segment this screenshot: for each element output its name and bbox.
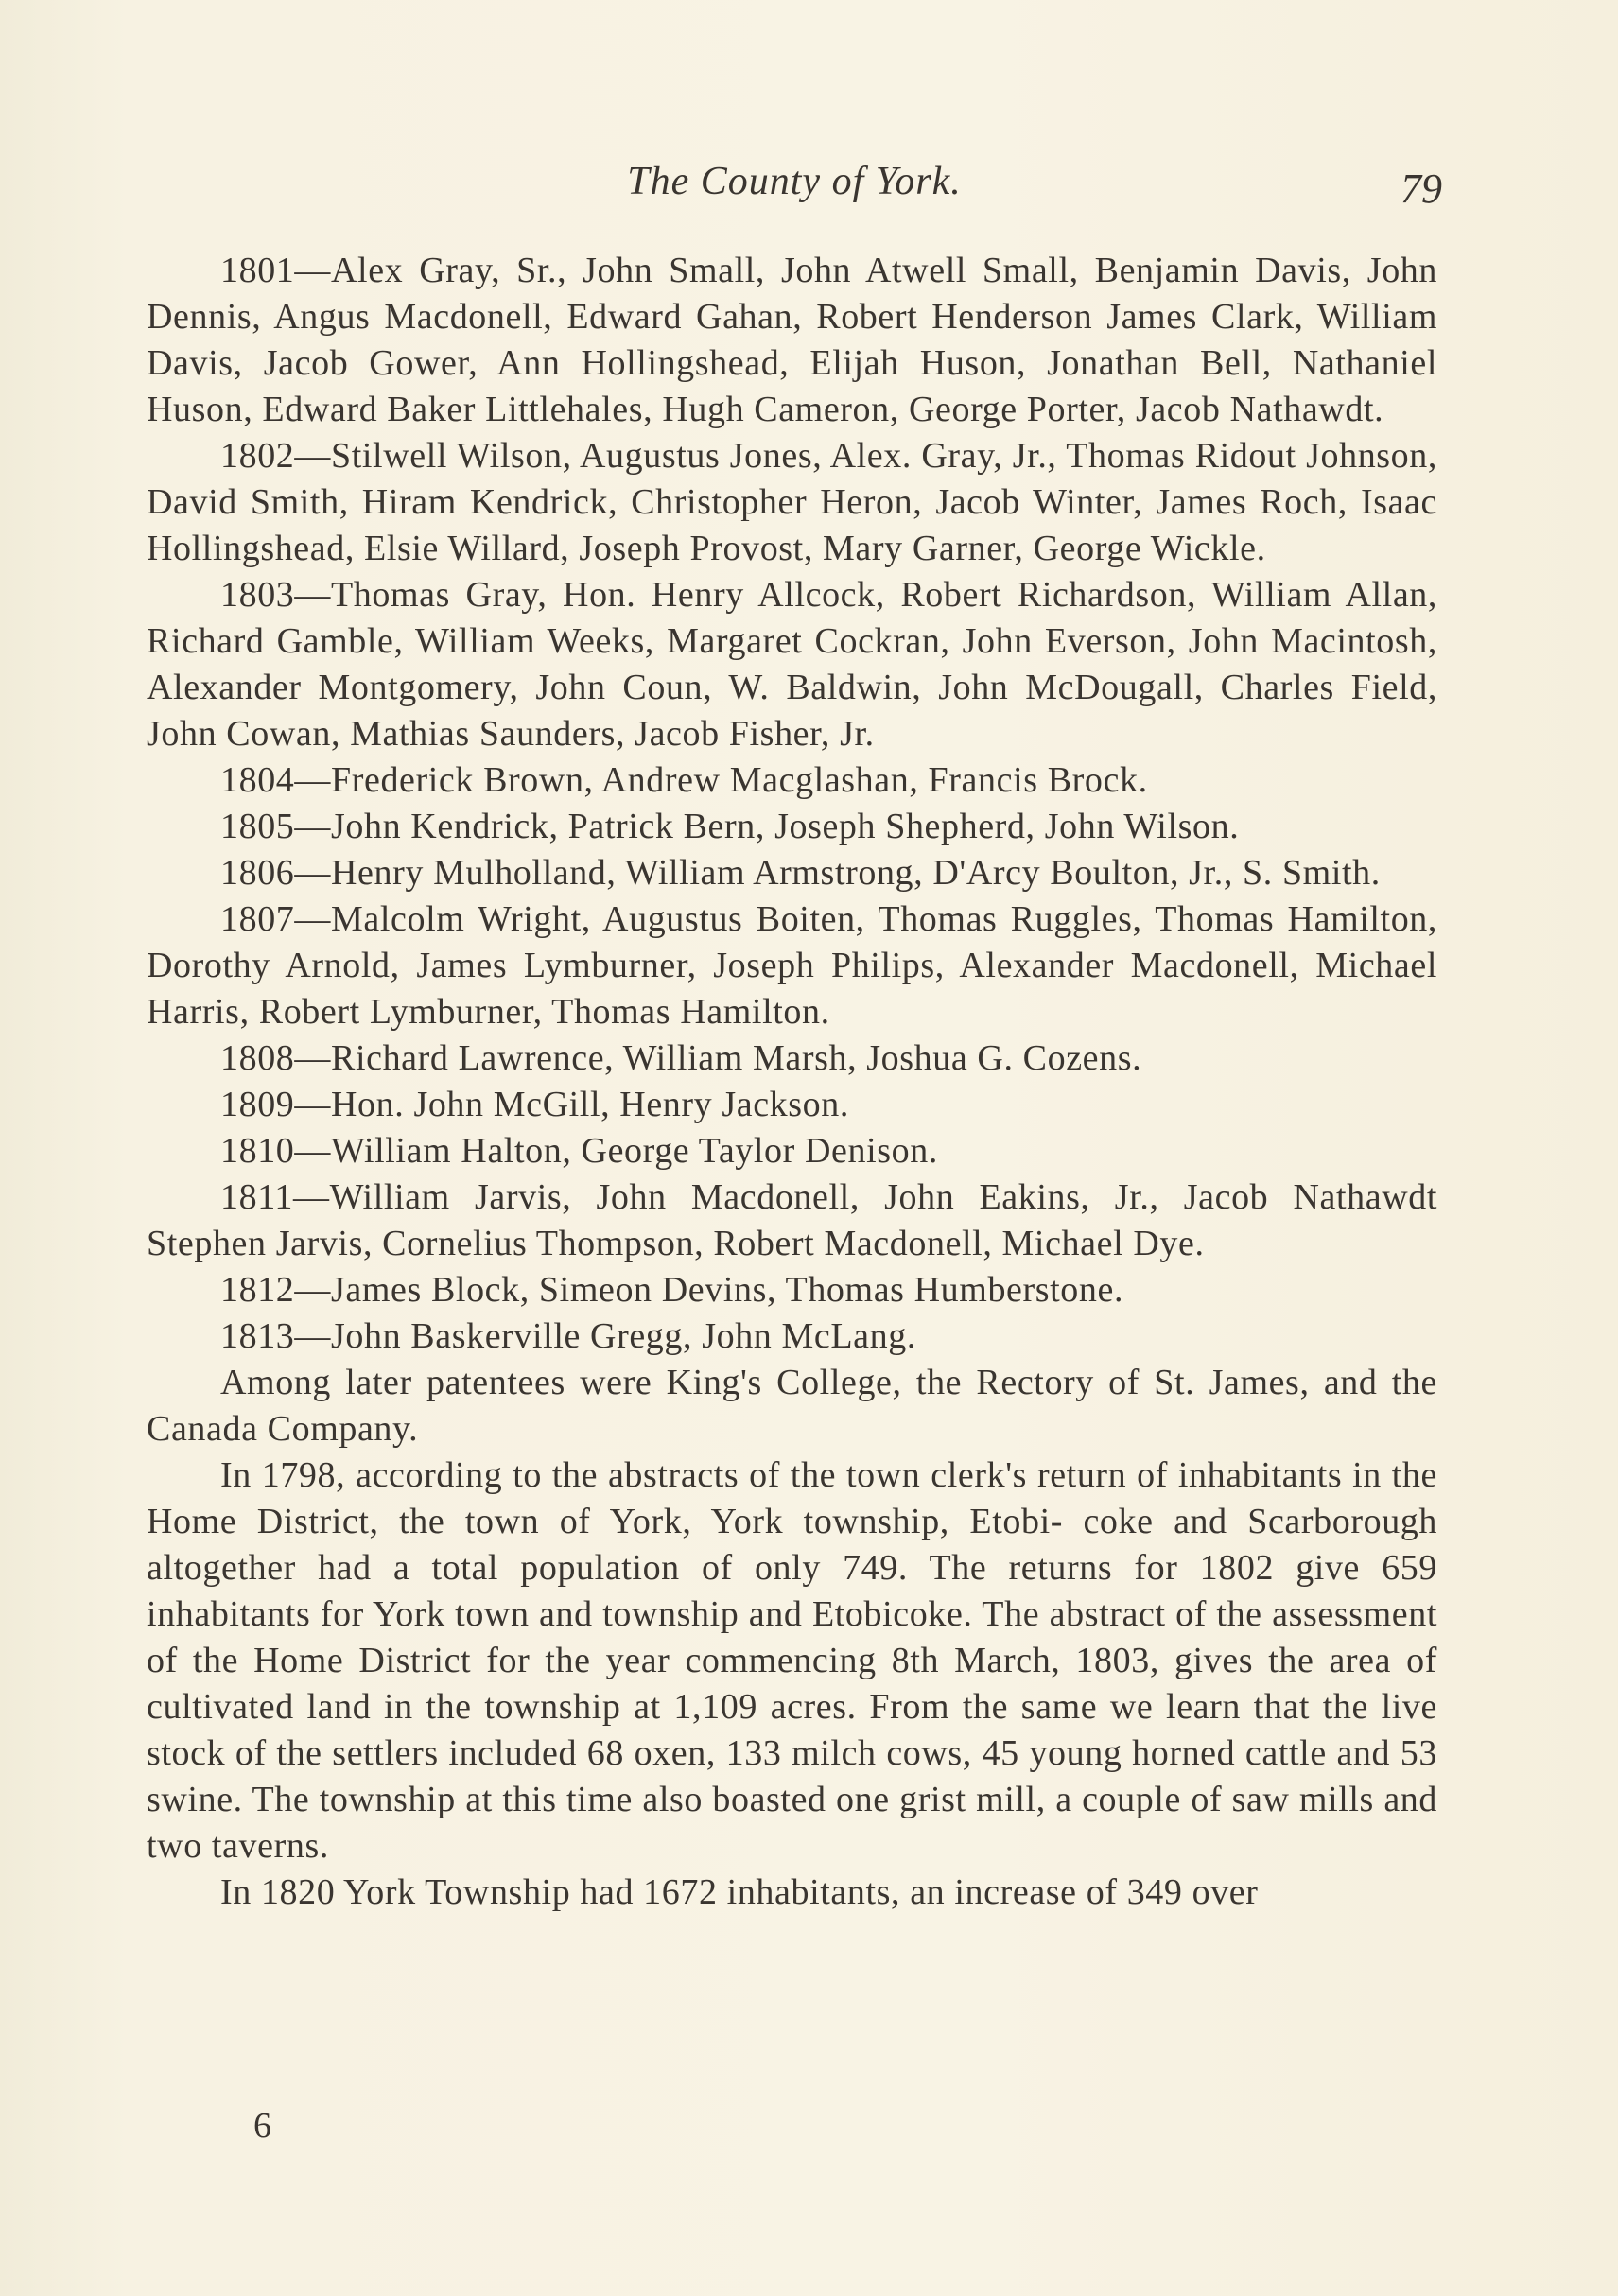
paragraph-population-1798: In 1798, according to the abstracts of the town clerk's return of inhabitants in the Home District, the town of York, York township, Etobi- coke and Scarborough altogether had a total population of only 749. The returns for 1802 give 659 inhabitants for York town and township and Etobicoke. The abstract of the assessment of the Home District for the year commencing 8th March, 1803, gives the area of cultivated land in the township at 1,109 acres. From the same we learn that the live stock of the settlers included 68 oxen, 133 milch cows, 45 young horned cattle and 53 swine. The township at this time also boasted one grist mill, a couple of saw mills and two taverns. — [147, 1455, 1437, 1866]
paragraph-1802: 1802—Stilwell Wilson, Augustus Jones, Alex. Gray, Jr., Thomas Ridout Johnson, David Smith, Hiram Kendrick, Christopher Heron, Jacob Winter, James Roch, Isaac Hollingshead, Elsie Willard, Joseph Provost, Mary Garner, George Wickle. — [147, 436, 1437, 568]
paragraph-1801: 1801—Alex Gray, Sr., John Small, John Atwell Small, Benjamin Davis, John Dennis, Angus Macdonell, Edward Gahan, Robert Henderson James Clark, William Davis, Jacob Gower, Ann Hollingshead, Elijah Huson, Jonathan Bell, Nathaniel Huson, Edward Baker Littlehales, Hugh Cameron, George Porter, Jacob Nathawdt. — [147, 251, 1437, 429]
paragraph-1805: 1805—John Kendrick, Patrick Bern, Joseph Shepherd, John Wilson. — [220, 807, 1240, 846]
paragraph-1812: 1812—James Block, Simeon Devins, Thomas Humberstone. — [220, 1270, 1124, 1310]
paragraph-1806: 1806—Henry Mulholland, William Armstrong, D'Arcy Boulton, Jr., S. Smith. — [220, 853, 1381, 893]
paragraph-1808: 1808—Richard Lawrence, William Marsh, Joshua G. Cozens. — [220, 1038, 1142, 1078]
paragraph-1811: 1811—William Jarvis, John Macdonell, John Eakins, Jr., Jacob Nathawdt Stephen Jarvis, Cornelius Thompson, Robert Macdonell, Michael Dye. — [147, 1177, 1437, 1263]
body-text — [147, 248, 1437, 1916]
paragraph-1813: 1813—John Baskerville Gregg, John McLang. — [220, 1316, 916, 1356]
page-number: 79 — [1401, 165, 1442, 212]
paragraph-1809: 1809—Hon. John McGill, Henry Jackson. — [220, 1085, 849, 1124]
paragraph-1810: 1810—William Halton, George Taylor Denison. — [220, 1131, 938, 1171]
signature-mark: 6 — [253, 2106, 271, 2146]
paragraph-population-1820: In 1820 York Township had 1672 inhabitants, an increase of 349 over — [220, 1872, 1259, 1912]
page-header — [147, 159, 1442, 216]
paragraph-1804: 1804—Frederick Brown, Andrew Macglashan, Francis Brock. — [220, 760, 1148, 800]
paragraph-later-patentees: Among later patentees were King's College, the Rectory of St. James, and the Canada Company. — [147, 1363, 1437, 1449]
paragraph-1807: 1807—Malcolm Wright, Augustus Boiten, Thomas Ruggles, Thomas Hamilton, Dorothy Arnold, James Lymburner, Joseph Philips, Alexander Macdonell, Michael Harris, Robert Lymburner, Thomas Hamilton. — [147, 899, 1437, 1032]
paragraph-1803: 1803—Thomas Gray, Hon. Henry Allcock, Robert Richardson, William Allan, Richard Gamble, William Weeks, Margaret Cockran, John Everson, John Macintosh, Alexander Montgomery, John Coun, W. Baldwin, John McDougall, Charles Field, John Cowan, Mathias Saunders, Jacob Fisher, Jr. — [147, 575, 1437, 754]
running-title: The County of York. — [627, 160, 962, 203]
